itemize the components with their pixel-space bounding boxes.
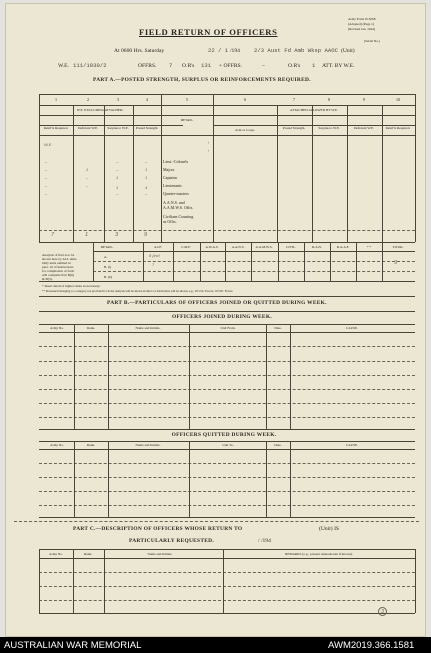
joined-col-head: Name and Initials. [135, 326, 161, 330]
analysis-head: CIVIL. [286, 245, 296, 249]
part-c-date: / /194 [258, 538, 271, 544]
total-entry: 3 [115, 232, 119, 238]
form-adapted: (Adapted) (Page 1) [348, 22, 374, 26]
handwritten-entry: – [45, 159, 48, 164]
analysis-row-label: A. [104, 255, 108, 259]
rank-label: Captains [163, 175, 177, 180]
rank-label: Civilians Counting [163, 214, 194, 219]
handwritten-entry: – [116, 191, 119, 196]
rank-label: as Offrs. [163, 219, 177, 224]
col-head-reinfts: Reinf'ts Required. [43, 126, 69, 130]
handwritten-entry: – [45, 167, 48, 172]
analysis-note: Only units entitled in [42, 261, 71, 265]
handwritten-entry: – [45, 175, 48, 180]
handwritten-entry: – [145, 159, 148, 164]
unit-label: (Unit) [341, 48, 355, 54]
at-hours-label: At 0600 Hrs. Saturday [114, 48, 165, 54]
col-number: 1 [55, 97, 57, 102]
part-c-requested: PARTICULARLY REQUESTED. [129, 538, 214, 544]
handwritten-entry: – [86, 175, 89, 180]
page-mark: 3 [378, 607, 387, 616]
col-head-surplus-att: Surplus to W.E. [318, 126, 340, 130]
form-number: Army Form W.3008 [348, 17, 376, 21]
quitted-col-head: Army No. [50, 443, 64, 447]
part-c-col-head: Name and Initials. [147, 552, 173, 556]
analysis-total-entry: 9 [394, 260, 398, 266]
we-typed: 111/1030/2 [73, 62, 107, 69]
col-number: 5 [186, 97, 188, 102]
plus-offrs-label: + OFFRS. [219, 63, 243, 69]
handwritten-entry: 1 [116, 185, 119, 190]
col-number: 2 [87, 97, 89, 102]
joined-col-head: Unit From. [220, 326, 236, 330]
col-head-surplus: Surplus to W.E. [107, 126, 129, 130]
part-c-unit-label: (Unit) IS [319, 526, 340, 532]
unit-typed: 2/3 Aust Fd Amb Wksp AAOC [254, 47, 338, 54]
handwritten-entry: – [86, 183, 89, 188]
analysis-note: for compilation of form [42, 269, 75, 273]
analysis-note: para. 10 of instructions [42, 265, 74, 269]
col-number: 4 [146, 97, 148, 102]
quitted-col-head: Date. [274, 443, 282, 447]
col-head-posted: Posted Strength. [135, 126, 159, 130]
joined-col-head: Date. [274, 326, 282, 330]
quitted-col-head: Rank. [86, 443, 96, 447]
offrs-typed: 7 [169, 62, 173, 69]
quitted-col-head: Unit To. [222, 443, 234, 447]
part-a-title: PART A.—POSTED STRENGTH, SURPLUS OR REINFORCEMENTS REQUIRED. [93, 77, 311, 83]
analysis-head: DETAIL. [100, 245, 114, 249]
col-number: 10 [396, 97, 400, 102]
analysis-head: R.A.N. [312, 245, 322, 249]
analysis-head: A.W.A.S. [205, 245, 219, 249]
rank-label: A.A.M.W.S. Offrs. [163, 205, 194, 210]
analysis-note: will complete Part B(ii) [42, 273, 75, 277]
ors2-label: O.R's [288, 63, 301, 69]
col-head-deficient: Deficient W.E. [77, 126, 99, 130]
part-c-col-head: REMARKS (e.g., present whereabouts if known). [285, 552, 353, 556]
col-head-arm-corps: Arm or Corps. [235, 128, 255, 132]
analysis-head: TOTAL [392, 245, 404, 249]
serial-label: (Serial No.) [364, 39, 381, 43]
handwritten-entry: 1 [116, 175, 119, 180]
ors2-typed: 1 [312, 62, 316, 69]
handwritten-entry: – [45, 191, 48, 196]
analysis-note: Analysis of Part A to be [42, 253, 75, 257]
quitted-col-head: Name and Initials. [135, 443, 161, 447]
joined-title: OFFICERS JOINED DURING WEEK. [172, 314, 272, 320]
part-c-col-head: Rank. [83, 552, 93, 556]
joined-col-head: Army No. [50, 326, 64, 330]
analysis-row-label: B. (ii) [104, 275, 113, 279]
part-c-title: PART C.—DESCRIPTION OF OFFICERS WHOSE RETURN TO [73, 526, 243, 532]
page-title: FIELD RETURN OF OFFICERS [139, 27, 278, 37]
rank-label: Quarter-masters [163, 191, 189, 196]
analysis-note: & B(3). [42, 277, 53, 281]
we-label: W.E. [58, 63, 69, 69]
note-line: * Insert detail of higher ranks as necessary. [42, 284, 101, 288]
detail-heading: DETAIL. [180, 118, 194, 122]
total-entry: 1 [85, 232, 89, 238]
form-revised: (Revised Jan. 1944) [348, 27, 376, 31]
analysis-aif-entry2: 7 [152, 262, 155, 267]
total-entry: 7 [51, 232, 55, 238]
analysis-head: A.I.F. [154, 245, 162, 249]
handwritten-entry: W.E. [44, 142, 53, 147]
col-head-reinfts-att: Reinf'ts Required. [385, 126, 411, 130]
analysis-row-label: B. (i) [104, 265, 112, 269]
analysis-head: A.A.M.W.S. [255, 245, 273, 249]
form-sheet: Army Form W.3008 (Adapted) (Page 1) (Revised Jan. 1944) (Serial No.) FIELD RETURN OF OFFICERS At 0600 Hrs. Saturday 22 / 1 /194 2/3 Aust Fd Amb Wksp AAOC (Unit) W.E. 111/1030/2 OFFRS. 7 O.R's 131 + OFFRS. – O.R's 1 ATT. BY W.E. PART A.—POSTED STRENGTH, SURPLUS OR REINFORCEMENTS REQUIRED. 1 2 3 4 5 6 7 8 9 10 W.E. EXCLUDING ATTACHED. ATTACHED ALLOWED BY W.E. DETAIL. Reinf'ts Required. Deficient W.E. Surplus to W.E. Posted Strength. Arm or Corps. Posted Strength. Surplus to W.E. Deficient W.E. Reinf'ts Required. • • Lieut.-Colonels Majors Captains Lieutenants Quarter-masters A.A.N.S. and A.A.M.W.S. Offrs. Civilians Counting as Offrs. W.E. – – – – – 1 – – 1 – 1 – – – 1 1 4 – 7 1 3 9 Analysis of Part A to be shown here by ALL units. Only units entitled in para. 10 of instructions for compilation of form will complete Part B(ii) & B(3). DETAIL. A.I.F. C.M.F. A.W.A.S. A.A.N.S. A.A.M.W.S. CIVIL. R.A.N. R.A.A.F. * * TOTAL A. B. (i) B. (ii) 8 (incl 7 9 * Insert detail of higher ranks as necessary. ** Personnel belonging to a category not provided for in the analysis will be shown in this Col. Particulars will be shown, e.g., 20 U.K. Forces; 10 N.E. Forces PART B.—PARTICULARS OF OFFICERS JOINED OR QUITTED DURING WEEK. OFFICERS JOINED DURING WEEK. Army No. Rank. Name and Initials. Unit From. Date. CAUSE. OFFICERS QUITTED DURING WEEK. Army No. Rank. Name and Initials. Unit To. Date. CAUSE. PART C.—DESCRIPTION OF OFFICERS WHOSE RETURN TO (Unit) IS PARTICULARLY REQUESTED. / /194 Army No. Rank. Name and Initials. REMARKS (e.g., present whereabouts if known). 3 [5, 3, 426, 637]
analysis-head: C.M.F. [181, 245, 191, 249]
footer-bar [0, 637, 431, 653]
col-number: 8 [328, 97, 330, 102]
handwritten-entry: 1 [145, 167, 148, 172]
col-head-deficient-att: Deficient W.E. [353, 126, 375, 130]
col-number: 7 [293, 97, 295, 102]
footer-institution: AUSTRALIAN WAR MEMORIAL [4, 640, 142, 651]
footer-catalog-id: AWM2019.366.1581 [328, 640, 415, 651]
attached-allowed-heading: ATTACHED ALLOWED BY W.E. [290, 108, 338, 112]
analysis-head: A.A.N.S. [231, 245, 245, 249]
col-head-posted-att: Posted Strength. [282, 126, 306, 130]
offrs-label: OFFRS. [138, 63, 157, 69]
part-c-col-head: Army No. [49, 552, 63, 556]
analysis-head: * * [366, 245, 372, 249]
analysis-note: shown here by ALL units. [42, 257, 78, 261]
rank-label: Lieut.-Colonels [163, 159, 188, 164]
handwritten-entry: 4 [145, 185, 148, 190]
joined-col-head: Rank. [86, 326, 96, 330]
analysis-head: R.A.A.F. [336, 245, 350, 249]
total-entry: 9 [144, 232, 148, 238]
quitted-title: OFFICERS QUITTED DURING WEEK. [171, 432, 277, 438]
note-line: ** Personnel belonging to a category not provided for in the analysis will be shown in this Col. Particulars will be shown, e.g., 20 U.K. Forces; 10 N.E. Forces [42, 289, 233, 293]
rank-label: Lieutenants [163, 183, 182, 188]
joined-col-head: CAUSE. [346, 326, 358, 330]
ors-label: O.R's [182, 63, 195, 69]
col-number: 6 [244, 97, 246, 102]
handwritten-entry: 1 [145, 175, 148, 180]
ors-typed: 131 [201, 62, 212, 69]
handwritten-entry: – [116, 167, 119, 172]
handwritten-entry: – [116, 159, 119, 164]
year-label: /194 [230, 48, 240, 54]
rank-label: A.A.N.S. and [163, 200, 185, 205]
handwritten-entry: – [145, 191, 148, 196]
part-b-title: PART B.—PARTICULARS OF OFFICERS JOINED OR QUITTED DURING WEEK. [107, 300, 327, 306]
handwritten-entry: – [45, 183, 48, 188]
rank-label: Majors [163, 167, 175, 172]
att-label: ATT. BY W.E. [322, 63, 355, 69]
col-number: 3 [117, 97, 119, 102]
analysis-aif-entry: 8 (incl [149, 253, 160, 258]
quitted-col-head: CAUSE. [346, 443, 358, 447]
handwritten-entry: 1 [86, 167, 89, 172]
col-number: 9 [363, 97, 365, 102]
we-excluding-heading: W.E. EXCLUDING ATTACHED. [76, 108, 124, 112]
date-typed: 22 / 1 [208, 47, 229, 54]
